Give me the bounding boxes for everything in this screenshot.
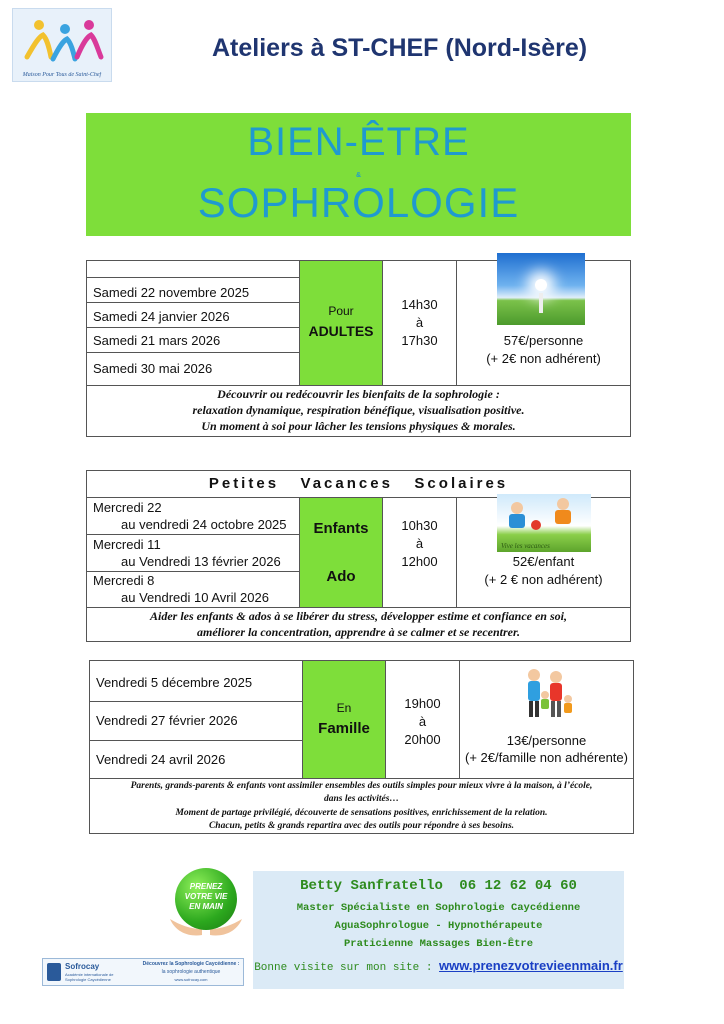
family-time-cell xyxy=(385,661,459,778)
kids-session-1-start: Mercredi 22 xyxy=(93,500,162,515)
family-description xyxy=(90,778,633,833)
kids-audience-line2: Ado xyxy=(326,568,356,585)
family-desc-line3: Moment de partage privilégié, découverte de sensations positives, enrichissement de la relation. xyxy=(175,808,548,818)
family-time-sep: à xyxy=(418,714,427,729)
contact-name: Betty Sanfratello xyxy=(300,878,443,894)
family-desc-line4: Chacun, petits & grands repartira avec des outils pour répondre à ses besoins. xyxy=(208,821,515,831)
ball-text-line3: EN MAIN xyxy=(189,902,223,911)
adults-time-cell xyxy=(382,261,456,385)
badge-text1: Découvrez la Sophrologie Caycédienne : xyxy=(142,961,240,967)
family-illustration-icon xyxy=(516,665,576,723)
family-price: 13€/personne xyxy=(506,733,587,748)
visit-label: Bonne visite sur mon site : xyxy=(254,962,433,974)
adults-date-3: Samedi 21 mars 2026 xyxy=(93,333,221,348)
kids-session-3-start: Mercredi 8 xyxy=(93,573,155,588)
kids-session-3-end: au Vendredi 10 Avril 2026 xyxy=(121,590,269,605)
logo xyxy=(12,8,112,82)
page-title: Ateliers à ST-CHEF (Nord-Isère) xyxy=(212,34,588,62)
kids-time-start: 10h30 xyxy=(401,518,438,533)
family-audience-line2: Famille xyxy=(318,720,370,737)
family-date-3: Vendredi 24 avril 2026 xyxy=(96,752,226,767)
adults-desc-line2: relaxation dynamique, respiration bénéfique, visualisation positive. xyxy=(192,403,525,417)
family-time-start: 19h00 xyxy=(404,696,441,711)
people-logo-icon xyxy=(13,13,111,69)
badge-url[interactable]: www.sofrocay.com xyxy=(174,977,208,982)
adults-audience-cell xyxy=(299,261,382,385)
kids-image-caption: Vive les vacances xyxy=(501,542,550,550)
banner-line2: SOPHROLOGIE xyxy=(197,179,520,226)
adults-date-2: Samedi 24 janvier 2026 xyxy=(93,309,230,324)
kids-price-cell xyxy=(456,498,630,607)
kids-audience-cell xyxy=(299,498,382,607)
kids-table xyxy=(86,470,631,642)
family-desc-line1: Parents, grands-parents & enfants vont assimiler ensembles des outils simples pour mieux vivre à la maison, à l’école, xyxy=(130,781,593,791)
family-date-2: Vendredi 27 février 2026 xyxy=(96,713,238,728)
adults-description xyxy=(87,385,630,436)
adults-date-4: Samedi 30 mai 2026 xyxy=(93,361,213,376)
adults-desc-line3: Un moment à soi pour lâcher les tensions physiques & morales. xyxy=(201,419,516,433)
adults-time-start: 14h30 xyxy=(401,297,438,312)
contact-line3: Praticienne Massages Bien-Être xyxy=(343,938,534,950)
kids-time-sep: à xyxy=(415,536,424,551)
logo-caption: Maison Pour Tous de Saint-Chef xyxy=(22,72,102,78)
sky-meadow-image xyxy=(497,253,585,325)
website-link[interactable]: www.prenezvotrevieenmain.fr xyxy=(439,958,623,973)
adults-time-sep: à xyxy=(415,315,424,330)
badge-subtitle: Académie internationale de Sophrologie Caycédienne xyxy=(65,972,114,982)
kids-playing-image xyxy=(497,494,591,552)
kids-price: 52€/enfant xyxy=(512,554,575,569)
adults-date-1: Samedi 22 novembre 2025 xyxy=(93,285,250,300)
family-desc-line2: dans les activités… xyxy=(324,794,399,804)
family-audience-line1: En xyxy=(336,701,352,715)
family-price-cell xyxy=(459,661,633,778)
family-audience-cell xyxy=(302,661,385,778)
adults-price: 57€/personne xyxy=(503,333,584,348)
family-table xyxy=(89,660,634,834)
kids-audience-line1: Enfants xyxy=(313,520,369,537)
adults-audience-line1: Pour xyxy=(328,304,354,318)
kids-session-2-end: au Vendredi 13 février 2026 xyxy=(121,554,281,569)
adults-price-cell xyxy=(456,261,630,385)
kids-session-1-end: au vendredi 24 octobre 2025 xyxy=(121,517,287,532)
adults-audience-line2: ADULTES xyxy=(308,323,374,339)
kids-time-cell xyxy=(382,498,456,607)
kids-desc-line2: améliorer la concentration, apprendre à se calmer et se recentrer. xyxy=(197,625,520,639)
ball-text-line1: PRENEZ xyxy=(189,882,223,891)
kids-description xyxy=(87,607,630,641)
adults-desc-line1: Découvrir ou redécouvrir les bienfaits de la sophrologie : xyxy=(217,387,500,401)
contact-line1: Master Spécialiste en Sophrologie Caycédienne xyxy=(296,902,581,914)
kids-section-title: Petites Vacances Scolaires xyxy=(208,475,509,492)
family-price-note: (+ 2€/famille non adhérente) xyxy=(465,750,628,765)
family-date-1: Vendredi 5 décembre 2025 xyxy=(96,675,253,690)
banner-line1: BIEN-ÊTRE xyxy=(247,120,470,164)
kids-desc-line1: Aider les enfants & ados à se libérer du stress, développer estime et confiance en soi, xyxy=(150,609,567,623)
contact-phone[interactable]: 06 12 62 04 60 xyxy=(459,878,577,894)
adults-table xyxy=(86,260,631,437)
adults-price-note: (+ 2€ non adhérent) xyxy=(486,351,601,366)
contact-box xyxy=(253,871,624,989)
title-banner xyxy=(86,113,631,236)
ball-text-line2: VOTRE VIE xyxy=(184,892,228,901)
sofrocay-logo-icon xyxy=(47,963,61,981)
family-time-end: 20h00 xyxy=(404,732,441,747)
kids-session-2-start: Mercredi 11 xyxy=(93,537,161,552)
kids-time-end: 12h00 xyxy=(401,554,438,569)
banner-ampersand: & xyxy=(355,172,362,179)
contact-line2: AguaSophrologue - Hypnothérapeute xyxy=(334,920,543,932)
badge-text2: la sophrologie authentique xyxy=(161,969,221,975)
adults-time-end: 17h30 xyxy=(401,333,438,348)
green-ball-logo xyxy=(175,868,237,930)
kids-price-note: (+ 2 € non adhérent) xyxy=(484,572,603,587)
badge-brand: Sofrocay xyxy=(65,962,100,971)
sofrocay-badge xyxy=(42,958,244,986)
